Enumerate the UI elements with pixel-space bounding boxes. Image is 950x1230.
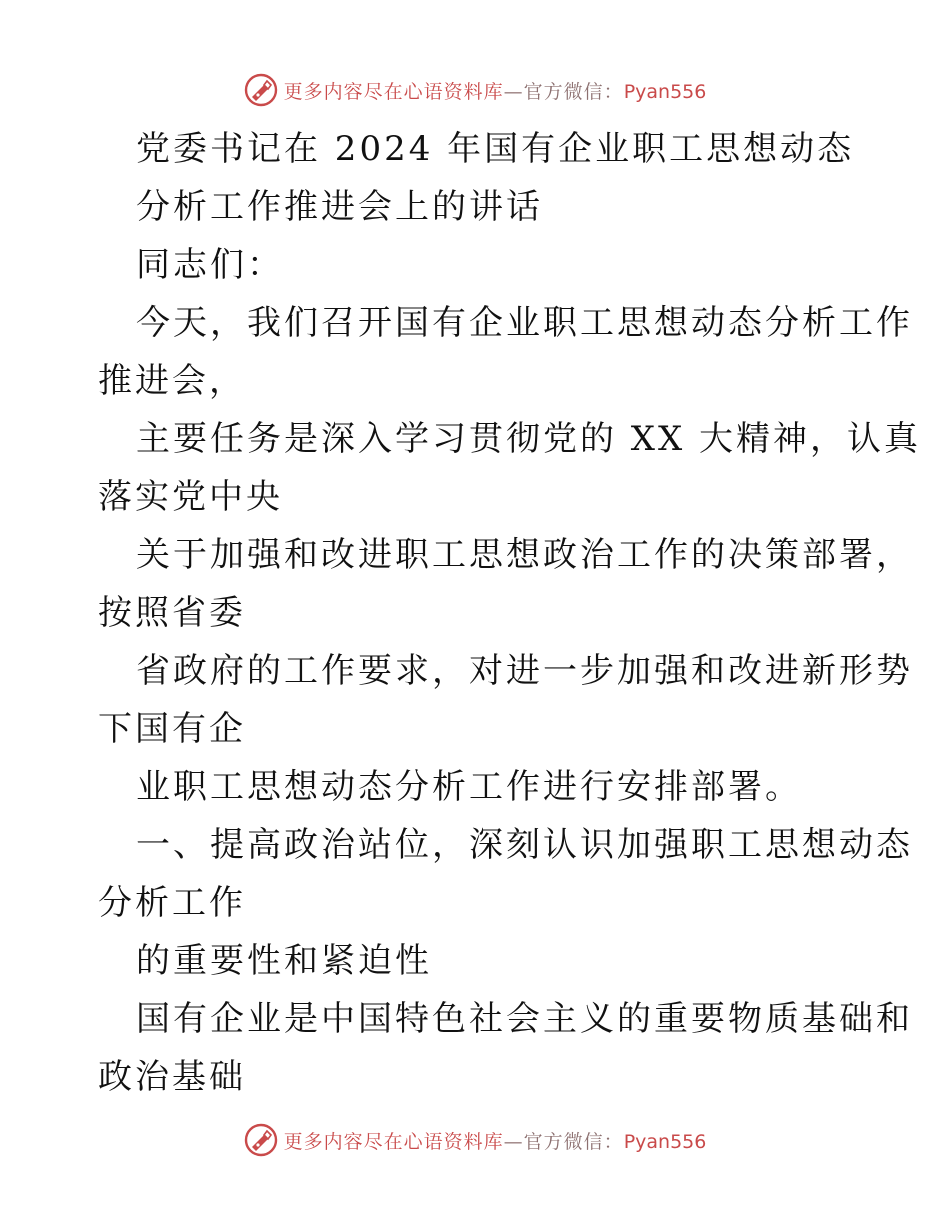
document-line: 一、提高政治站位，深刻认识加强职工思想动态: [136, 825, 913, 865]
footer-watermark: [0, 1120, 950, 1160]
document-line: 同志们：: [136, 245, 284, 285]
watermark-wechat-id: Pyan556: [623, 80, 707, 103]
watermark-text: [284, 1127, 707, 1154]
header-watermark: [0, 70, 950, 110]
document-line: 推进会，: [98, 361, 246, 401]
document-line: 关于加强和改进职工思想政治工作的决策部署，: [136, 535, 913, 575]
document-line: 分析工作: [98, 883, 246, 923]
watermark-wechat-id: Pyan556: [623, 1130, 707, 1153]
watermark-separator: —: [503, 1130, 524, 1153]
fountain-pen-logo-icon: [244, 73, 278, 107]
watermark-wechat-label: 官方微信：: [523, 1130, 624, 1153]
watermark-wechat-label: 官方微信：: [523, 80, 624, 103]
document-line: 按照省委: [98, 593, 246, 633]
document-line: 落实党中央: [98, 477, 283, 517]
document-body: [98, 120, 922, 1106]
document-line: 分析工作推进会上的讲话: [136, 187, 543, 227]
document-line: 国有企业是中国特色社会主义的重要物质基础和: [136, 999, 913, 1039]
document-line: 省政府的工作要求，对进一步加强和改进新形势: [136, 651, 913, 691]
document-line: 党委书记在 2024 年国有企业职工思想动态: [136, 129, 855, 169]
watermark-text: [284, 77, 707, 104]
fountain-pen-logo-icon: [244, 1123, 278, 1157]
document-line: 政治基础: [98, 1057, 246, 1097]
document-line: 主要任务是深入学习贯彻党的 XX 大精神，认真: [136, 419, 922, 459]
document-line: 下国有企: [98, 709, 246, 749]
watermark-main: 更多内容尽在心语资料库: [283, 80, 504, 103]
document-line: 业职工思想动态分析工作进行安排部署。: [136, 767, 802, 807]
document-line: 今天，我们召开国有企业职工思想动态分析工作: [136, 303, 913, 343]
document-line: 的重要性和紧迫性: [136, 941, 432, 981]
watermark-separator: —: [503, 80, 524, 103]
watermark-main: 更多内容尽在心语资料库: [283, 1130, 504, 1153]
